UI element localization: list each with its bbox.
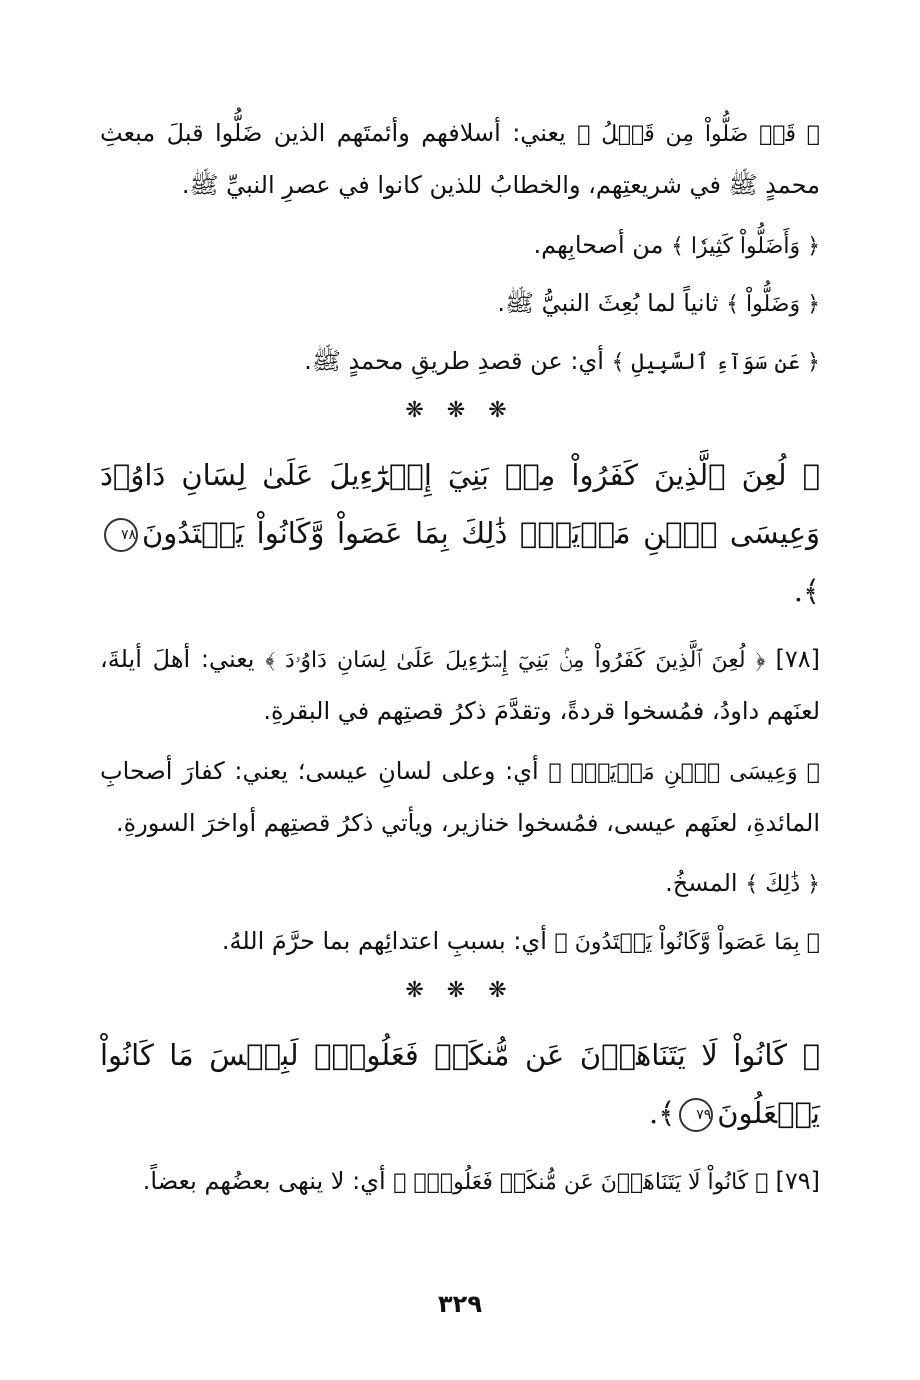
commentary-paragraph (100, 858, 820, 910)
commentary-text: أي: وعلى لسانِ عيسى؛ يعني: كفارَ أصحابِ المائدةِ، لعنَهم عيسى، فمُسخوا خنازير، ويأتي ذكرُ قصتِهم أواخرَ السورةِ. (100, 757, 820, 837)
commentary-paragraph (100, 1156, 820, 1208)
commentary-text: من أصحابِهم. (533, 231, 672, 259)
quran-quote: ﴿ بِمَا عَصَواْ وَّكَانُواْ يَعۡتَدُونَ ﴾ (554, 930, 820, 955)
page-number: ٣٢٩ (438, 1290, 482, 1318)
commentary-text: أي: لا ينهى بعضُهم بعضاً. (142, 1167, 394, 1195)
commentary-paragraph (100, 746, 820, 848)
page-body (100, 108, 820, 1218)
commentary-text: ثانياً لما بُعِثَ النبيُّ ﷺ. (497, 289, 727, 317)
quran-quote: ﴿ لُعِنَ ٱلَّذِينَ كَفَرُواْ مِنۢ بَنِيٓ إِسۡرَٰٓءِيلَ عَلَىٰ لِسَانِ دَاوُۥدَ ﴾ (265, 648, 776, 673)
commentary-paragraph (100, 220, 820, 272)
verse-close: ﴾. (793, 574, 820, 608)
quran-quote: ﴿ وَضَلُّواْ ﴾ (726, 292, 820, 317)
section-separator: ❋ ❋ ❋ (405, 978, 515, 1003)
commentary-text: يعني: أسلافهم وأئمتَهم الذين ضَلُّوا قبلَ مبعثِ محمدٍ ﷺ في شريعتِهم، والخطابُ للذين كانوا في عصرِ النبيِّ ﷺ. (100, 119, 820, 199)
verse-number: [٧٨] (775, 645, 821, 673)
quran-quote: ﴿ ذَٰلِكَ ﴾ (745, 872, 820, 897)
verse-text: ﴿ كَانُواْ لَا يَتَنَاهَوۡنَ عَن مُّنكَرٖ فَعَلُوهُۚ لَبِئۡسَ مَا كَانُواْ يَفۡعَلُونَ (100, 1038, 820, 1130)
ayah-number-marker: ٧٩ (679, 1098, 713, 1132)
commentary-text: أي: بسببِ اعتدائِهم بما حرَّمَ اللهُ. (221, 927, 555, 955)
commentary-paragraph (100, 634, 820, 736)
quran-quote: ﴿ كَانُواْ لَا يَتَنَاهَوۡنَ عَن مُّنكَرٖ فَعَلُوهُۚ ﴾ (393, 1170, 776, 1195)
commentary-paragraph (100, 336, 820, 388)
verse-number: [٧٩] (775, 1167, 820, 1195)
verse-text: ﴿ لُعِنَ ٱلَّذِينَ كَفَرُواْ مِنۢ بَنِيٓ إِسۡرَٰٓءِيلَ عَلَىٰ لِسَانِ دَاوُۥدَ وَعِيسَى ٱبۡنِ مَرۡيَمَۚ ذَٰلِكَ بِمَا عَصَواْ وَّكَانُواْ يَعۡتَدُونَ (100, 458, 820, 550)
commentary-paragraph (100, 916, 820, 968)
ayah-number-marker: ٧٨ (104, 518, 138, 552)
verse-block (100, 446, 820, 620)
quran-quote: ﴿ عَن سَوَآءِ ٱلسَّبِيلِ ﴾ (611, 350, 820, 375)
commentary-paragraph (100, 278, 820, 330)
quran-quote: ﴿ وَأَضَلُّواْ كَثِيرٗا ﴾ (671, 234, 820, 259)
commentary-text: أي: عن قصدِ طريقِ محمدٍ ﷺ. (304, 347, 612, 375)
quran-quote: ﴿ قَدۡ ضَلُّواْ مِن قَبۡلُ ﴾ (577, 122, 820, 147)
commentary-paragraph (100, 108, 820, 210)
verse-block (100, 1026, 820, 1142)
commentary-text: المسخُ. (665, 869, 746, 897)
quran-quote: ﴿ وَعِيسَى ٱبۡنِ مَرۡيَمَۚ ﴾ (548, 760, 820, 785)
commentary-text: يعني: أهلَ أيلةَ، لعنَهم داودُ، فمُسخوا قردةً، وتقدَّمَ ذكرُ قصتِهم في البقرةِ. (100, 645, 820, 725)
verse-close: ﴾. (649, 1096, 676, 1130)
section-separator: ❋ ❋ ❋ (405, 398, 515, 423)
